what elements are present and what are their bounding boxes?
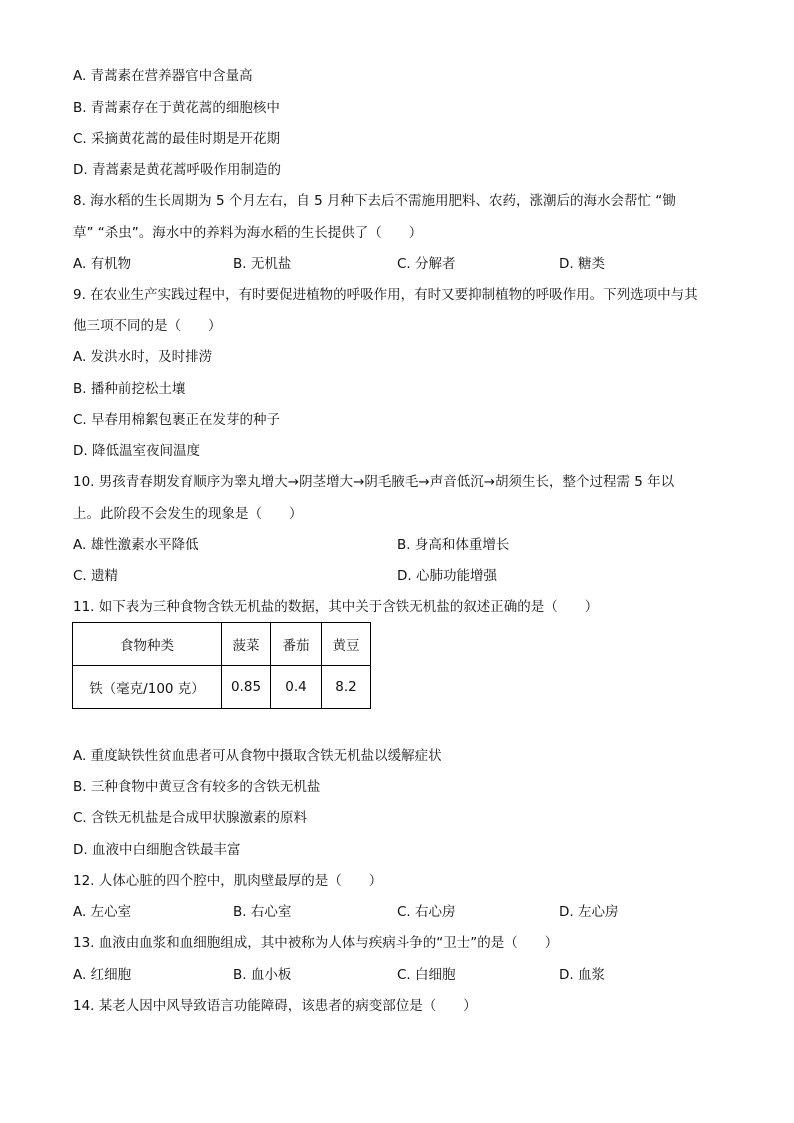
q13-option-b: B. 血小板 [233,967,292,983]
iron-content-table [72,622,371,709]
q13-stem: 13. 血液由血浆和血细胞组成，其中被称为人体与疾病斗争的“卫士”的是（ ） [73,935,559,951]
q10-stem-line2: 上。此阶段不会发生的现象是（ ） [73,506,303,522]
q10-option-c: C. 遗精 [73,568,119,584]
q9-option-b: B. 播种前挖松土壤 [73,381,186,397]
q10-option-b: B. 身高和体重增长 [397,537,510,553]
q14-stem: 14. 某老人因中风导致语言功能障碍，该患者的病变部位是（ ） [73,998,477,1014]
q11-option-d: D. 血液中白细胞含铁最丰富 [73,842,241,858]
q8-option-d: D. 糖类 [559,256,605,272]
table-row [73,666,371,709]
q9-option-a: A. 发洪水时，及时排涝 [73,349,213,365]
table-cell: 0.85 [222,666,271,709]
q9-stem-line1: 9. 在农业生产实践过程中，有时要促进植物的呼吸作用，有时又要抑制植物的呼吸作用。下列选项中与其 [73,287,698,303]
q7-option-b: B. 青蒿素存在于黄花蒿的细胞核中 [73,100,280,116]
q7-option-c: C. 采摘黄花蒿的最佳时期是开花期 [73,131,281,147]
q12-option-c: C. 右心房 [397,904,456,920]
q13-option-a: A. 红细胞 [73,967,132,983]
table-header-row [73,623,371,666]
q9-option-c: C. 早春用棉絮包裹正在发芽的种子 [73,412,281,428]
q10-option-d: D. 心肺功能增强 [397,568,497,584]
q10-stem-line1: 10. 男孩青春期发育顺序为睾丸增大→阴茎增大→阴毛腋毛→声音低沉→胡须生长，整个过程需 5 年以 [73,474,675,490]
q11-option-c: C. 含铁无机盐是合成甲状腺激素的原料 [73,810,308,826]
table-cell: 8.2 [322,666,371,709]
table-cell: 0.4 [271,666,322,709]
q13-option-c: C. 白细胞 [397,967,456,983]
table-header-cell: 食物种类 [73,623,222,666]
q12-option-a: A. 左心室 [73,904,132,920]
table-cell: 铁（毫克/100 克） [73,666,222,709]
q11-stem: 11. 如下表为三种食物含铁无机盐的数据，其中关于含铁无机盐的叙述正确的是（ ） [73,599,599,615]
table-header-cell: 黄豆 [322,623,371,666]
q13-option-d: D. 血浆 [559,967,605,983]
q9-stem-line2: 他三项不同的是（ ） [73,318,222,334]
q12-option-d: D. 左心房 [559,904,619,920]
q11-option-b: B. 三种食物中黄豆含有较多的含铁无机盐 [73,779,321,795]
q7-option-a: A. 青蒿素在营养器官中含量高 [73,68,253,84]
q11-option-a: A. 重度缺铁性贫血患者可从食物中摄取含铁无机盐以缓解症状 [73,748,442,764]
q8-option-c: C. 分解者 [397,256,456,272]
table-header-cell: 菠菜 [222,623,271,666]
q8-stem-line1: 8. 海水稻的生长周期为 5 个月左右，自 5 月种下去后不需施用肥料、农药，涨潮后的海水会帮忙 “锄 [73,193,676,209]
q7-option-d: D. 青蒿素是黄花蒿呼吸作用制造的 [73,162,281,178]
q8-stem-line2: 草” “杀虫”。海水中的养料为海水稻的生长提供了（ ） [73,225,423,241]
table-header-cell: 番茄 [271,623,322,666]
q8-option-b: B. 无机盐 [233,256,292,272]
q9-option-d: D. 降低温室夜间温度 [73,443,200,459]
q10-option-a: A. 雄性激素水平降低 [73,537,199,553]
q12-option-b: B. 右心室 [233,904,292,920]
q8-option-a: A. 有机物 [73,256,132,272]
q12-stem: 12. 人体心脏的四个腔中，肌肉壁最厚的是（ ） [73,873,383,889]
